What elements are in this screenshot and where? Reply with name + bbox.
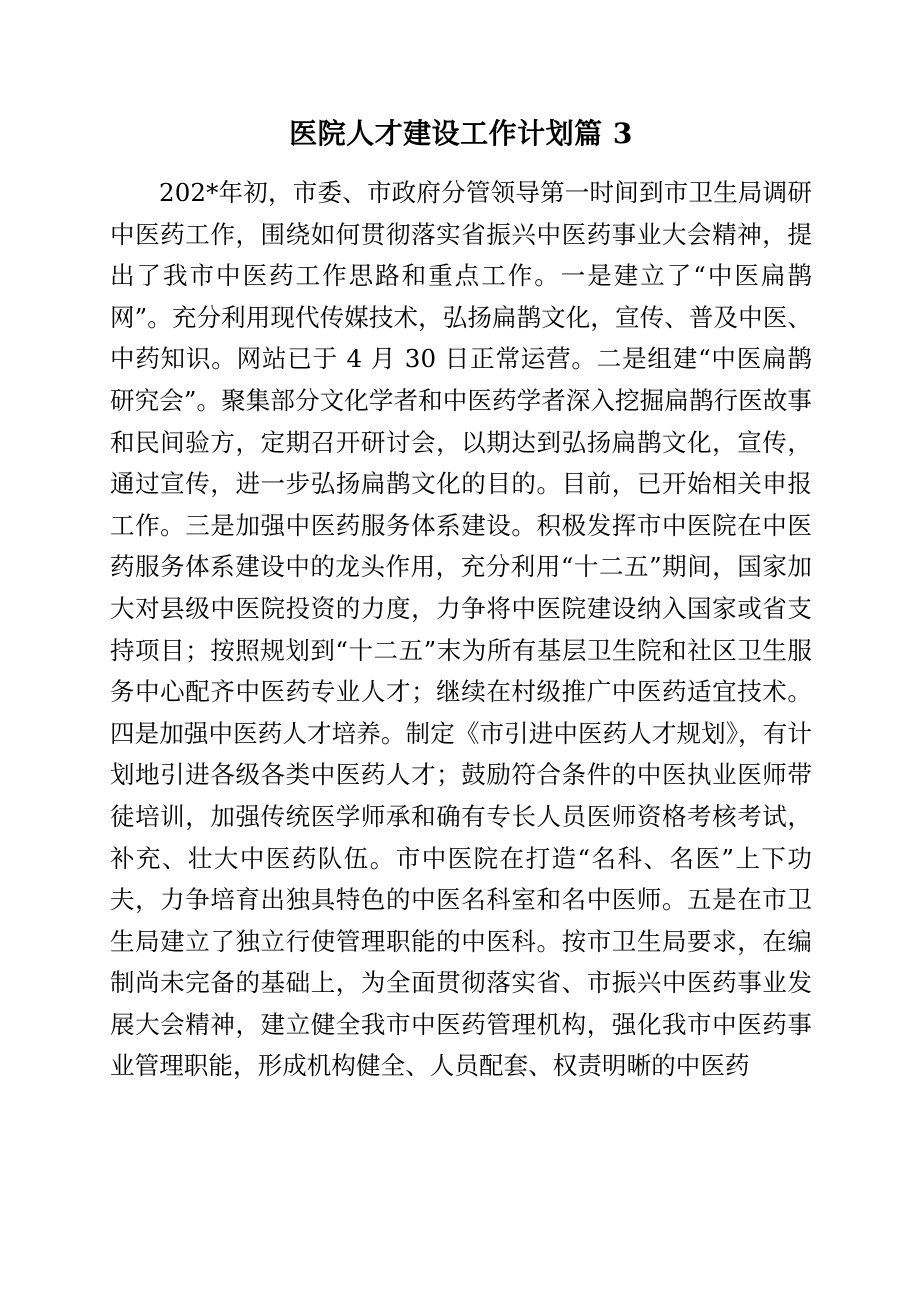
page-title: 医院人才建设工作计划篇 3 <box>289 117 633 150</box>
body-paragraph: 202*年初，市委、市政府分管领导第一时间到市卫生局调研中医药工作，围绕如何贯彻落实省振兴中医药事业大会精神，提出了我市中医药工作思路和重点工作。一是建立了“中医扁鹊网”。充分利用现代传媒技术，弘扬扁鹊文化，宣传、普及中医、中药知识。网站已于 4 月 30 日正常运营。二是组建“中医扁鹊研究会”。聚集部分文化学者和中医药学者深入挖掘扁鹊行医故事和民间验方，定期召开研讨会，以期达到弘扬扁鹊文化，宣传，通过宣传，进一步弘扬扁鹊文化的目的。目前，已开始相关申报工作。三是加强中医药服务体系建设。积极发挥市中医院在中医药服务体系建设中的龙头作用，充分利用“十二五”期间，国家加大对县级中医院投资的力度，力争将中医院建设纳入国家或省支持项目；按照规划到“十二五”末为所有基层卫生院和社区卫生服务中心配齐中医药专业人才；继续在村级推广中医药适宜技术。四是加强中医药人才培养。制定《市引进中医药人才规划》，有计划地引进各级各类中医药人才；鼓励符合条件的中医执业医师带徒培训，加强传统医学师承和确有专长人员医师资格考核考试，补充、壮大中医药队伍。市中医院在打造“名科、名医”上下功夫，力争培育出独具特色的中医名科室和名中医师。五是在市卫生局建立了独立行使管理职能的中医科。按市卫生局要求，在编制尚未完备的基础上，为全面贯彻落实省、市振兴中医药事业发展大会精神，建立健全我市中医药管理机构，强化我市中医药事业管理职能，形成机构健全、人员配套、权责明晰的中医药 <box>110 178 812 1081</box>
document-body <box>110 0 812 1087</box>
